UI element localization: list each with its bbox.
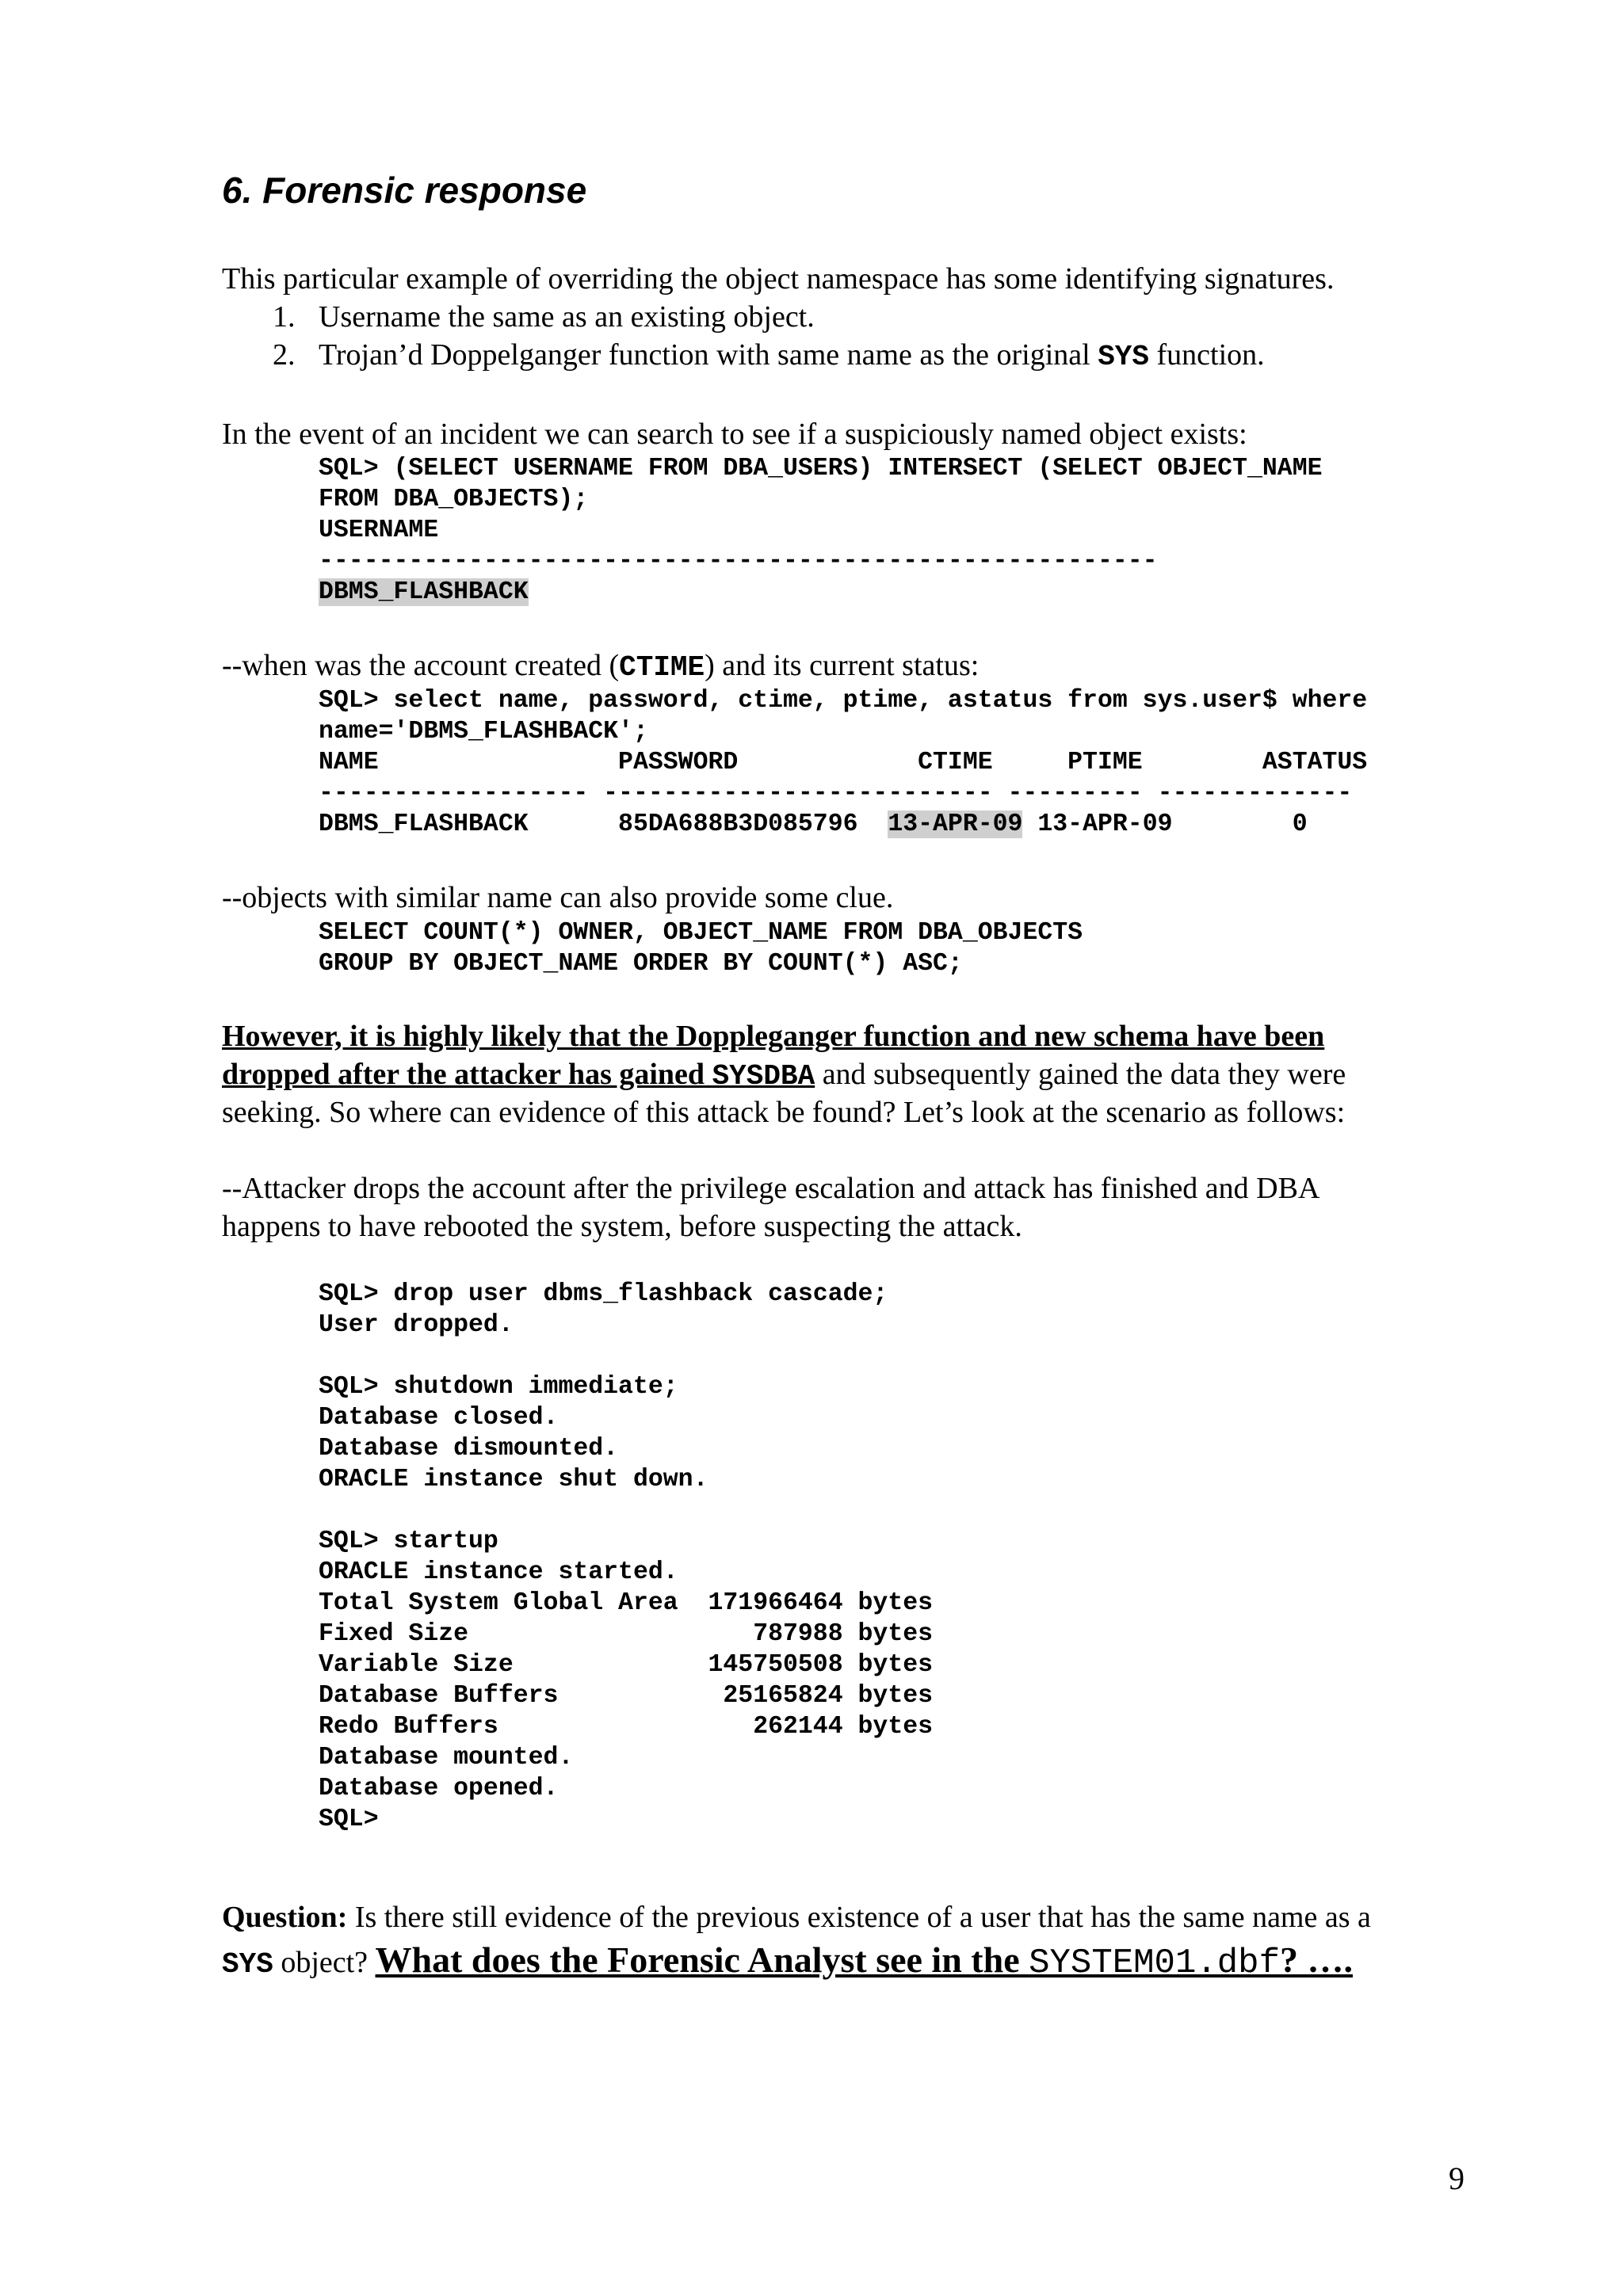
sql-line: SQL> select name, password, ctime, ptime, astatus from sys.user$ where bbox=[319, 687, 1368, 715]
inline-code-sysdba: SYSDBA bbox=[712, 1060, 815, 1093]
session-line: Redo Buffers 262144 bytes bbox=[319, 1713, 934, 1741]
sql-line: name='DBMS_FLASHBACK'; bbox=[319, 718, 648, 746]
session-line: Database opened. bbox=[319, 1775, 559, 1802]
however-bold-line: However, it is highly likely that the Doppleganger function and new schema have been bbox=[222, 1020, 1325, 1053]
session-line: Database mounted. bbox=[319, 1744, 574, 1772]
session-line: Fixed Size 787988 bytes bbox=[319, 1620, 934, 1648]
highlighted-result: DBMS_FLASHBACK bbox=[319, 578, 529, 606]
list-item-1: Username the same as an existing object. bbox=[319, 300, 815, 334]
question-emphasis-text: What does the Forensic Analyst see in the bbox=[375, 1939, 1029, 1980]
inline-code-sys: SYS bbox=[222, 1948, 273, 1981]
however-line-2 bbox=[222, 1055, 1346, 1096]
sql-line: GROUP BY OBJECT_NAME ORDER BY COUNT(*) ASC; bbox=[319, 950, 963, 978]
session-line: SQL> startup bbox=[319, 1527, 498, 1555]
ctime-text: --when was the account created ( bbox=[222, 649, 620, 682]
sql-result-highlight bbox=[319, 577, 529, 608]
attacker-line-1: --Attacker drops the account after the privilege escalation and attack has finished and DBA bbox=[222, 1172, 1320, 1205]
list-item-2-text: Trojan’d Doppelganger function with same name as the original bbox=[319, 338, 1098, 372]
question-text: object? bbox=[273, 1946, 376, 1979]
similar-paragraph: --objects with similar name can also provide some clue. bbox=[222, 881, 894, 914]
sql-line: FROM DBA_OBJECTS); bbox=[319, 486, 589, 513]
list-item-2 bbox=[319, 336, 1265, 376]
sql-table-header: NAME PASSWORD CTIME PTIME ASTATUS bbox=[319, 749, 1368, 776]
list-number-1: 1. bbox=[273, 300, 296, 334]
session-line: SQL> shutdown immediate; bbox=[319, 1373, 678, 1401]
highlighted-ctime: 13-APR-09 bbox=[888, 810, 1023, 838]
session-line: Variable Size 145750508 bytes bbox=[319, 1651, 934, 1679]
inline-code-system01: SYSTEM01.dbf bbox=[1029, 1943, 1280, 1983]
sql-table-separator: ------------------ -------------------------- --------- ------------- bbox=[319, 780, 1353, 807]
ctime-text-end: ) and its current status: bbox=[705, 649, 980, 682]
sql-line: SELECT COUNT(*) OWNER, OBJECT_NAME FROM DBA_OBJECTS bbox=[319, 919, 1083, 947]
question-text: Is there still evidence of the previous existence of a user that has the same name as a bbox=[347, 1901, 1371, 1934]
question-emphasis-end: ? …. bbox=[1279, 1939, 1353, 1980]
session-line: Database Buffers 25165824 bytes bbox=[319, 1682, 934, 1710]
session-line: Database dismounted. bbox=[319, 1435, 619, 1463]
sql-line: USERNAME bbox=[319, 517, 439, 544]
question-line-1 bbox=[222, 1898, 1371, 1936]
session-line: ORACLE instance started. bbox=[319, 1558, 678, 1586]
search-paragraph: In the event of an incident we can search to see if a suspiciously named object exists: bbox=[222, 418, 1247, 451]
sql-table-row bbox=[319, 809, 1308, 840]
session-line: SQL> drop user dbms_flashback cascade; bbox=[319, 1280, 888, 1308]
session-line: Database closed. bbox=[319, 1404, 559, 1432]
however-bold-text: dropped after the attacker has gained bbox=[222, 1058, 712, 1091]
row-part: DBMS_FLASHBACK 85DA688B3D085796 bbox=[319, 810, 888, 838]
sql-line: -------------------------------------------------------- bbox=[319, 547, 1158, 575]
session-line: SQL> bbox=[319, 1806, 379, 1833]
question-emphasis bbox=[375, 1939, 1353, 1983]
session-line: User dropped. bbox=[319, 1311, 514, 1339]
page-number: 9 bbox=[1449, 2161, 1465, 2196]
session-line: Total System Global Area 171966464 bytes bbox=[319, 1589, 934, 1617]
inline-code-ctime: CTIME bbox=[619, 651, 705, 684]
session-line: ORACLE instance shut down. bbox=[319, 1466, 708, 1493]
question-line-2 bbox=[222, 1941, 1353, 1984]
intro-paragraph: This particular example of overriding the object namespace has some identifying signatures. bbox=[222, 262, 1335, 296]
sql-line: SQL> (SELECT USERNAME FROM DBA_USERS) INTERSECT (SELECT OBJECT_NAME bbox=[319, 455, 1323, 482]
ctime-paragraph bbox=[222, 646, 979, 687]
however-line-3: seeking. So where can evidence of this attack be found? Let’s look at the scenario as follows: bbox=[222, 1096, 1346, 1129]
however-text: and subsequently gained the data they were bbox=[815, 1058, 1346, 1091]
list-item-2-text-end: function. bbox=[1149, 338, 1265, 372]
attacker-line-2: happens to have rebooted the system, before suspecting the attack. bbox=[222, 1210, 1022, 1243]
question-label: Question: bbox=[222, 1901, 348, 1934]
list-number-2: 2. bbox=[273, 338, 296, 372]
row-part: 13-APR-09 0 bbox=[1022, 810, 1308, 838]
section-heading: 6. Forensic response bbox=[222, 170, 587, 211]
inline-code-sys: SYS bbox=[1098, 341, 1150, 373]
